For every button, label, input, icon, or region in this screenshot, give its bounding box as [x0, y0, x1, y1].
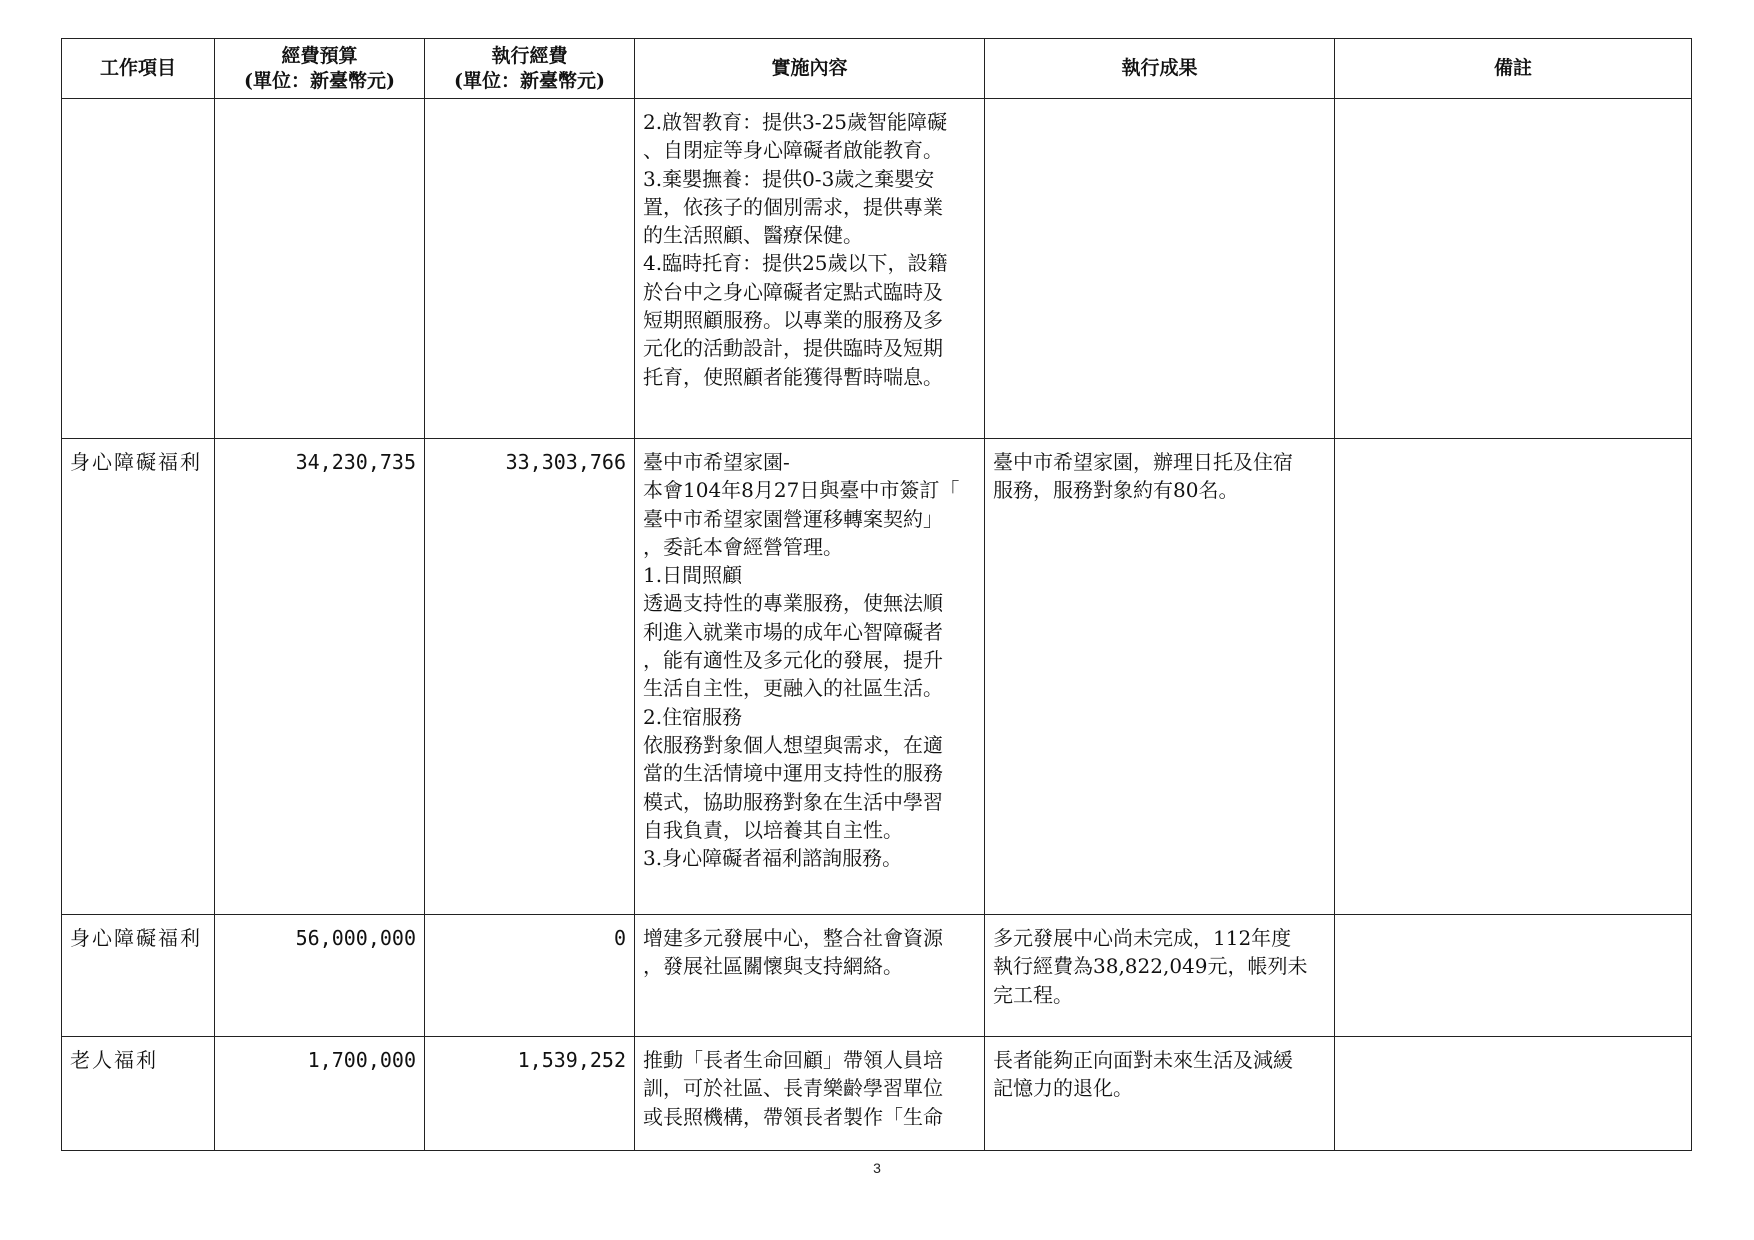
cell-content [635, 439, 985, 915]
cell-content-line: 或長照機構，帶領長者製作「生命 [643, 1104, 943, 1129]
cell-result-line: 完工程。 [993, 982, 1073, 1007]
cell-result-line: 記憶力的退化。 [993, 1076, 1133, 1101]
header-result: 執行成果 [985, 39, 1335, 99]
cell-content-line: 托育，使照顧者能獲得暫時喘息。 [643, 364, 943, 389]
header-budget-unit: (單位：新臺幣元) [244, 69, 395, 92]
cell-result-line: 臺中市希望家園，辦理日托及住宿 [993, 450, 1293, 474]
header-executed [425, 39, 635, 99]
cell-content-line: 3.身心障礙者福利諮詢服務。 [643, 846, 903, 871]
cell-content-line: ，委託本會經營管理。 [643, 534, 843, 559]
cell-content-line: 4.臨時托育：提供25歲以下，設籍 [643, 251, 948, 276]
cell-content-line: 臺中市希望家園- [643, 450, 790, 474]
table-row [62, 915, 1692, 1037]
cell-executed: 33,303,766 [425, 439, 635, 915]
cell-item: 老人福利 [62, 1037, 215, 1151]
cell-content [635, 99, 985, 439]
cell-content-line: 2.住宿服務 [643, 704, 743, 729]
table-row [62, 1037, 1692, 1151]
header-executed-title: 執行經費 [491, 44, 568, 67]
cell-budget: 1,700,000 [215, 1037, 425, 1151]
cell-content-line: 置，依孩子的個別需求，提供專業 [643, 194, 943, 219]
cell-content-line: 生活自主性，更融入的社區生活。 [643, 676, 943, 701]
cell-remark [1335, 439, 1692, 915]
header-content: 實施內容 [635, 39, 985, 99]
cell-result [985, 1037, 1335, 1151]
cell-content-line: 2.啟智教育：提供3-25歲智能障礙 [643, 110, 948, 134]
cell-content-line: 增建多元發展中心，整合社會資源 [643, 926, 943, 950]
cell-content-line: 於台中之身心障礙者定點式臨時及 [643, 279, 943, 304]
cell-content [635, 915, 985, 1037]
cell-content-line: 本會104年8月27日與臺中市簽訂「 [643, 478, 960, 503]
cell-content-line: 的生活照顧、醫療保健。 [643, 223, 863, 248]
header-executed-unit: (單位：新臺幣元) [454, 69, 605, 92]
cell-content-line: 自我負責，以培養其自主性。 [643, 817, 903, 842]
cell-item [62, 99, 215, 439]
cell-content-line: 透過支持性的專業服務，使無法順 [643, 591, 943, 616]
cell-budget: 56,000,000 [215, 915, 425, 1037]
cell-content-line: 訓，可於社區、長青樂齡學習單位 [643, 1076, 943, 1101]
cell-result-line: 多元發展中心尚未完成，112年度 [993, 926, 1292, 950]
cell-content-line: 利進入就業市場的成年心智障礙者 [643, 619, 943, 644]
table-header-row [62, 39, 1692, 99]
cell-budget [215, 99, 425, 439]
cell-content-line: 模式，協助服務對象在生活中學習 [643, 789, 943, 814]
header-item: 工作項目 [62, 39, 215, 99]
cell-item: 身心障礙福利 [62, 439, 215, 915]
page-number: 3 [873, 1160, 881, 1176]
cell-item: 身心障礙福利 [62, 915, 215, 1037]
cell-content-line: 、自閉症等身心障礙者啟能教育。 [643, 138, 943, 163]
cell-content-line: 當的生活情境中運用支持性的服務 [643, 761, 943, 786]
cell-remark [1335, 99, 1692, 439]
cell-remark [1335, 1037, 1692, 1151]
cell-result [985, 439, 1335, 915]
cell-executed [425, 99, 635, 439]
table-body [62, 99, 1692, 1151]
cell-content-line: 3.棄嬰撫養：提供0-3歲之棄嬰安 [643, 166, 935, 191]
cell-content-line: 推動「長者生命回顧」帶領人員培 [643, 1048, 943, 1072]
cell-result-line: 執行經費為38,822,049元，帳列未 [993, 954, 1308, 979]
cell-content-line: 元化的活動設計，提供臨時及短期 [643, 336, 943, 361]
cell-content [635, 1037, 985, 1151]
header-budget-title: 經費預算 [281, 44, 358, 67]
cell-executed: 1,539,252 [425, 1037, 635, 1151]
cell-content-line: 短期照顧服務。以專業的服務及多 [643, 308, 943, 333]
cell-result-line: 服務，服務對象約有80名。 [993, 478, 1239, 503]
header-budget [215, 39, 425, 99]
cell-content-line: 1.日間照顧 [643, 563, 743, 588]
cell-content-line: ，能有適性及多元化的發展，提升 [643, 648, 943, 673]
table-row [62, 99, 1692, 439]
cell-remark [1335, 915, 1692, 1037]
cell-content-line: ，發展社區關懷與支持網絡。 [643, 954, 903, 979]
report-table [61, 38, 1692, 1151]
cell-result-line: 長者能夠正向面對未來生活及減緩 [993, 1048, 1293, 1072]
cell-executed: 0 [425, 915, 635, 1037]
table-row [62, 439, 1692, 915]
cell-budget: 34,230,735 [215, 439, 425, 915]
cell-content-line: 臺中市希望家園營運移轉案契約」 [643, 506, 943, 531]
cell-result [985, 99, 1335, 439]
cell-content-line: 依服務對象個人想望與需求，在適 [643, 732, 943, 757]
header-remark: 備註 [1335, 39, 1692, 99]
cell-result [985, 915, 1335, 1037]
